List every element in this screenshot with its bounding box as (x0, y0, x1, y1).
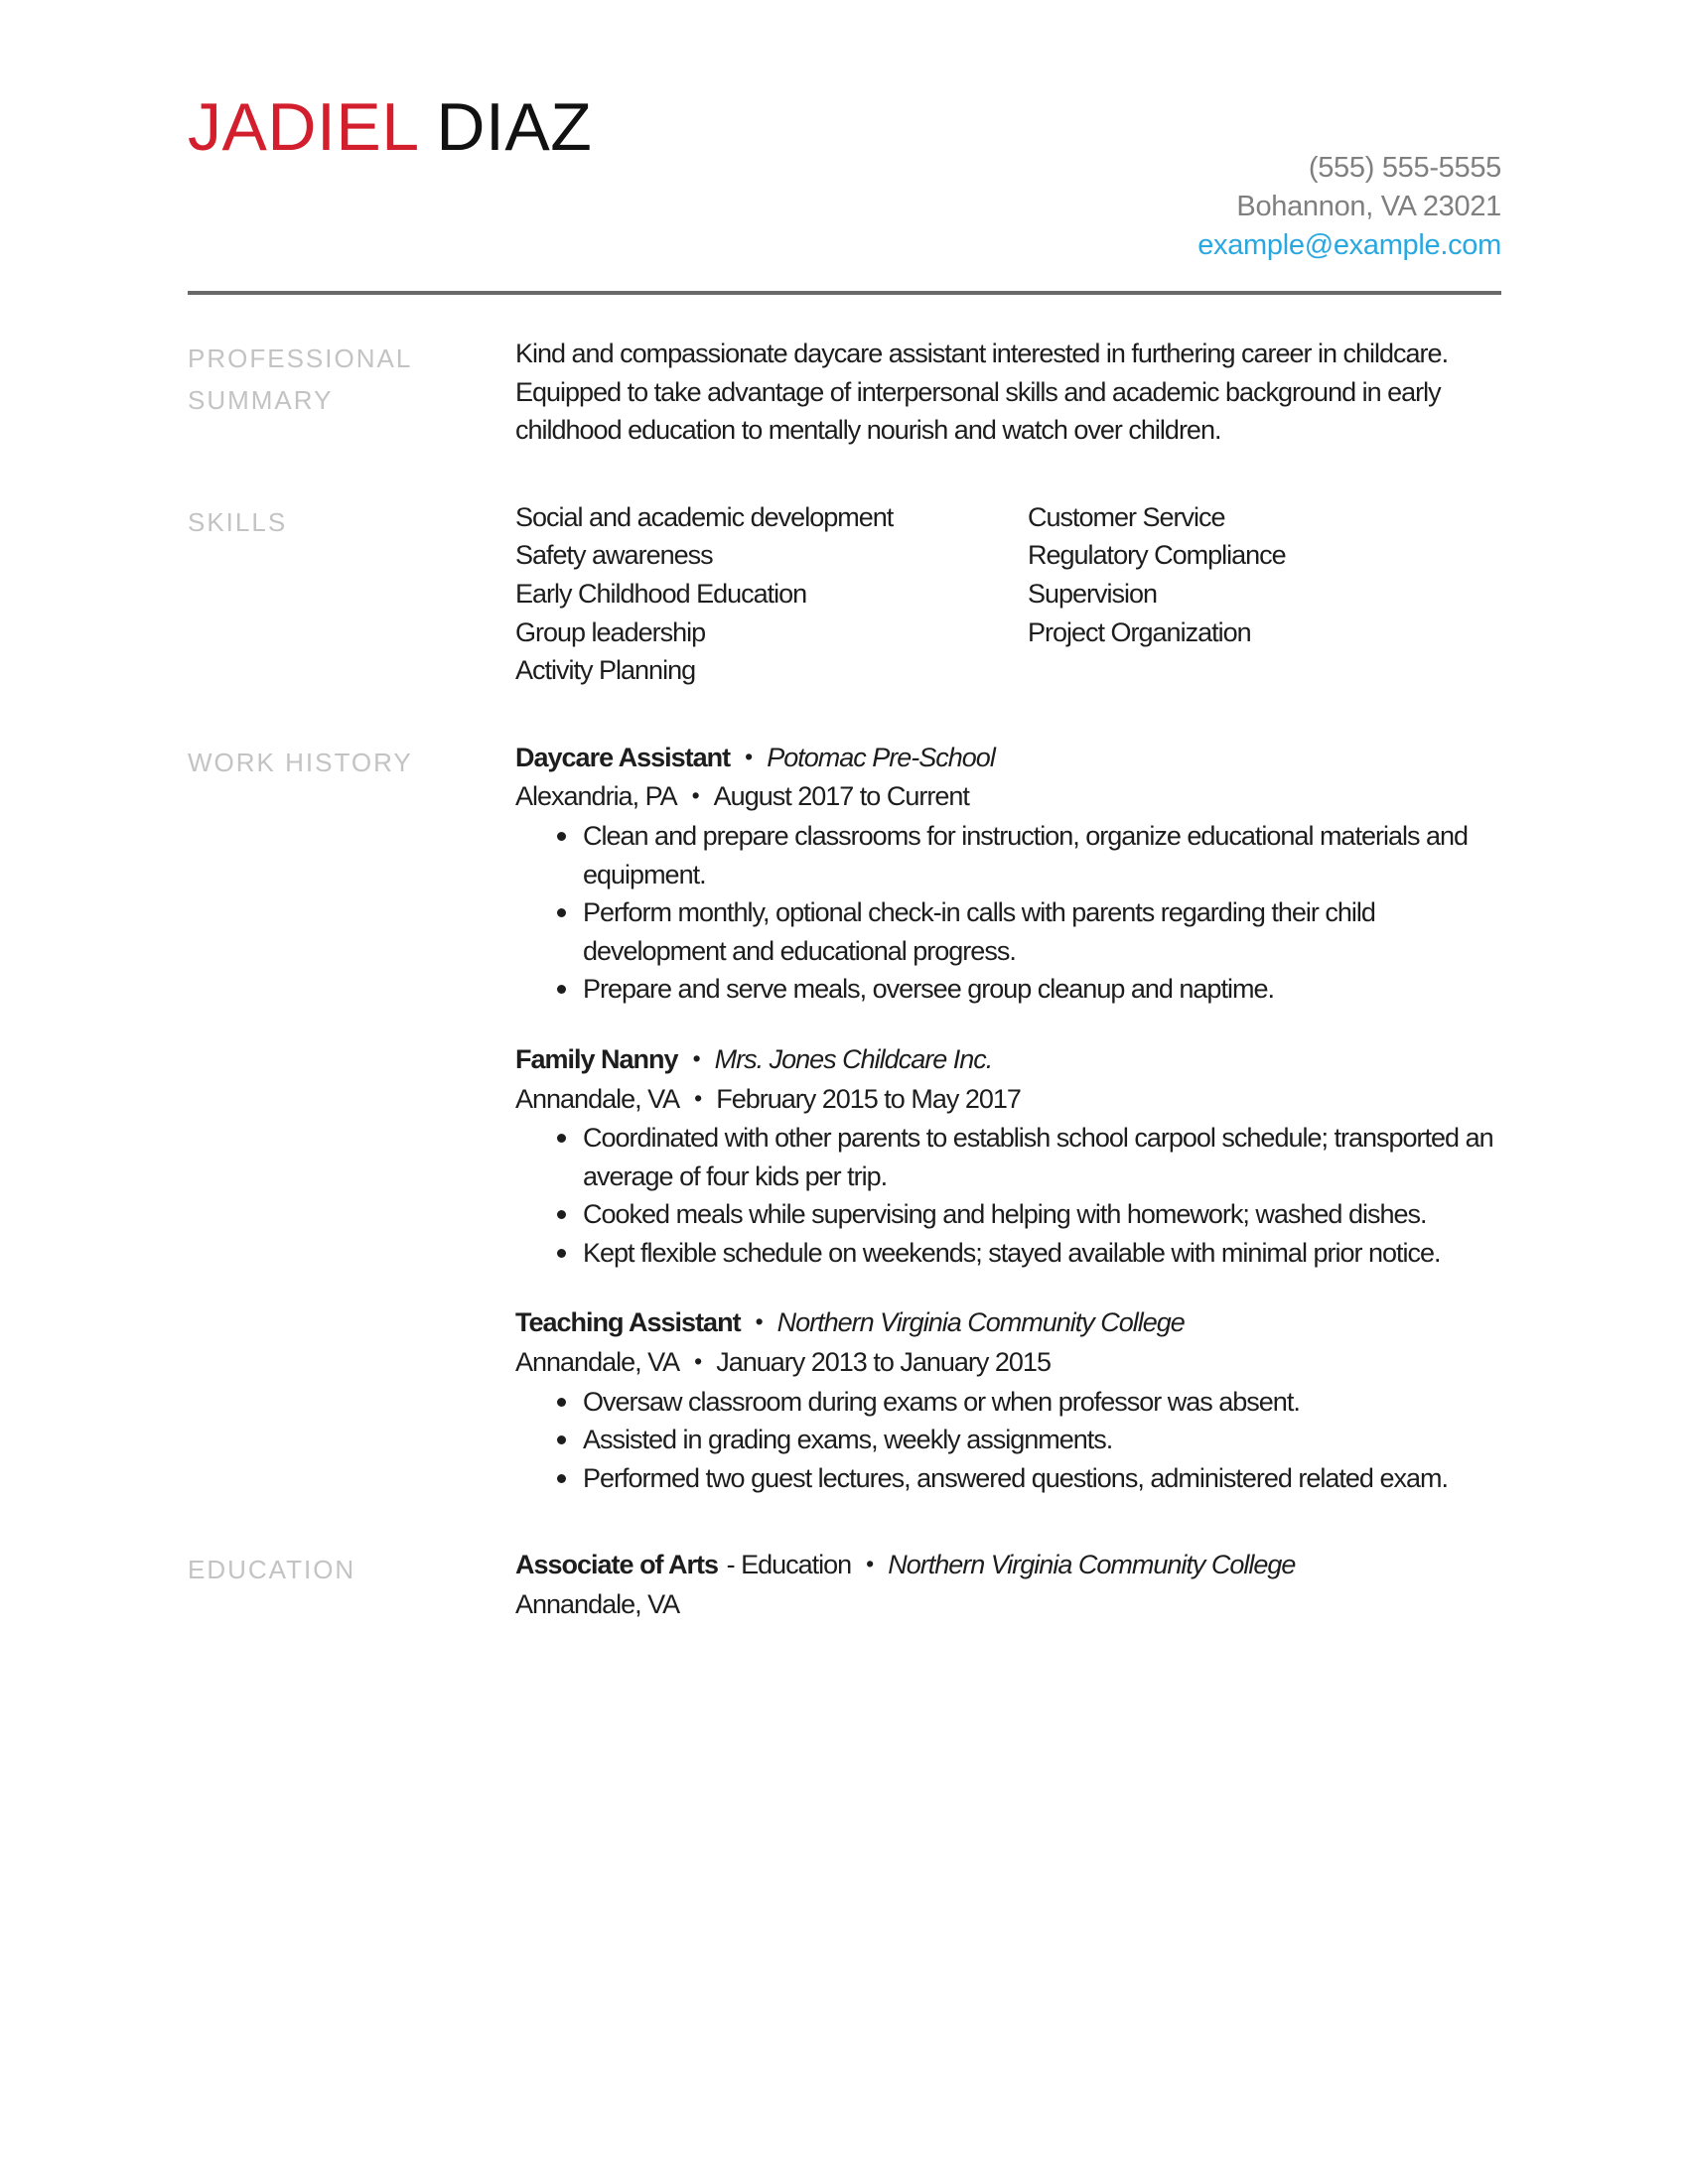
job-bullets (515, 1119, 1501, 1272)
job-dates: February 2015 to May 2017 (716, 1083, 1021, 1114)
job-company: Northern Virginia Community College (776, 1307, 1185, 1338)
contact-address: Bohannon, VA 23021 (1236, 191, 1501, 222)
summary-text: Kind and compassionate daycare assistant interested in furthering career in childcare. Equipped to take advantage of interpersonal skills and academic background in early childhood education to mentally nourish and watch over children. (515, 339, 1449, 446)
skills-grid (515, 498, 1501, 690)
resume-header (188, 0, 1501, 295)
skill-item: Group leadership (515, 616, 706, 647)
education-degree: Associate of Arts (515, 1550, 719, 1580)
skills-column-1 (515, 498, 1028, 690)
job-bullets (515, 1383, 1501, 1498)
job-meta-line (515, 1080, 1501, 1120)
skill-item: Social and academic development (515, 501, 894, 532)
section-professional-summary (188, 335, 1501, 450)
skill-item: Regulatory Compliance (1028, 540, 1286, 571)
section-skills (188, 498, 1501, 690)
job-entry-daycare-assistant (515, 739, 1501, 1009)
skill-item: Safety awareness (515, 540, 713, 571)
job-location: Alexandria, PA (515, 781, 677, 812)
skill-item: Early Childhood Education (515, 578, 807, 609)
dot-separator: • (745, 743, 753, 769)
education-location: Annandale, VA (515, 1589, 680, 1620)
job-location: Annandale, VA (515, 1347, 680, 1378)
skill-item: Activity Planning (515, 655, 696, 686)
job-dates: January 2013 to January 2015 (716, 1347, 1051, 1378)
job-title-line (515, 739, 1501, 778)
job-bullet: Performed two guest lectures, answered questions, administered related exam. (583, 1459, 1501, 1498)
dot-separator: • (691, 782, 699, 809)
contact-phone: (555) 555-5555 (1308, 152, 1501, 184)
education-school: Northern Virginia Community College (888, 1550, 1296, 1580)
skill-item: Supervision (1028, 578, 1158, 609)
dot-separator: • (692, 1044, 700, 1071)
job-meta-line (515, 777, 1501, 817)
education-field: - Education (726, 1550, 852, 1580)
job-bullets (515, 817, 1501, 1009)
job-company: Potomac Pre-School (767, 742, 995, 772)
job-entry-family-nanny (515, 1040, 1501, 1273)
contact-info (1197, 149, 1501, 265)
job-bullet: Cooked meals while supervising and helping with homework; washed dishes. (583, 1195, 1501, 1234)
job-bullet: Prepare and serve meals, oversee group cleanup and naptime. (583, 970, 1501, 1009)
section-work-history (188, 739, 1501, 1498)
job-title-line (515, 1303, 1501, 1343)
job-entry-teaching-assistant (515, 1303, 1501, 1497)
candidate-name (188, 91, 592, 163)
candidate-first-name: JADIEL (188, 89, 418, 165)
job-location: Annandale, VA (515, 1083, 680, 1114)
job-title: Daycare Assistant (515, 742, 731, 772)
job-company: Mrs. Jones Childcare Inc. (714, 1043, 993, 1074)
job-bullet: Oversaw classroom during exams or when professor was absent. (583, 1383, 1501, 1422)
job-title: Teaching Assistant (515, 1307, 741, 1338)
dot-separator: • (755, 1308, 763, 1335)
education-content (515, 1546, 1501, 1623)
job-bullet: Perform monthly, optional check-in calls with parents regarding their child development and educational progress. (583, 893, 1501, 970)
contact-email-link[interactable]: example@example.com (1197, 229, 1501, 261)
job-bullet: Kept flexible schedule on weekends; stayed available with minimal prior notice. (583, 1234, 1501, 1273)
job-meta-line (515, 1343, 1501, 1383)
work-history-content (515, 739, 1501, 1498)
skill-item: Customer Service (1028, 501, 1225, 532)
skills-content (515, 498, 1501, 690)
job-title: Family Nanny (515, 1043, 678, 1074)
job-dates: August 2017 to Current (713, 781, 969, 812)
section-label-professional-summary: PROFESSIONAL SUMMARY (188, 343, 412, 415)
section-label-work-history: WORK HISTORY (188, 747, 413, 777)
dot-separator: • (694, 1348, 702, 1375)
candidate-last-name: DIAZ (436, 89, 593, 165)
skills-column-2 (1028, 498, 1501, 690)
job-bullet: Assisted in grading exams, weekly assignments. (583, 1421, 1501, 1459)
skill-item: Project Organization (1028, 616, 1251, 647)
job-bullet: Coordinated with other parents to establish school carpool schedule; transported an average of four kids per trip. (583, 1119, 1501, 1195)
education-degree-line (515, 1546, 1501, 1585)
job-title-line (515, 1040, 1501, 1080)
section-label-skills: SKILLS (188, 506, 288, 537)
dot-separator: • (866, 1551, 874, 1577)
job-bullet: Clean and prepare classrooms for instruction, organize educational materials and equipment. (583, 817, 1501, 893)
section-label-education: EDUCATION (188, 1555, 356, 1585)
section-education (188, 1546, 1501, 1623)
resume-body (188, 295, 1501, 1624)
dot-separator: • (694, 1084, 702, 1111)
